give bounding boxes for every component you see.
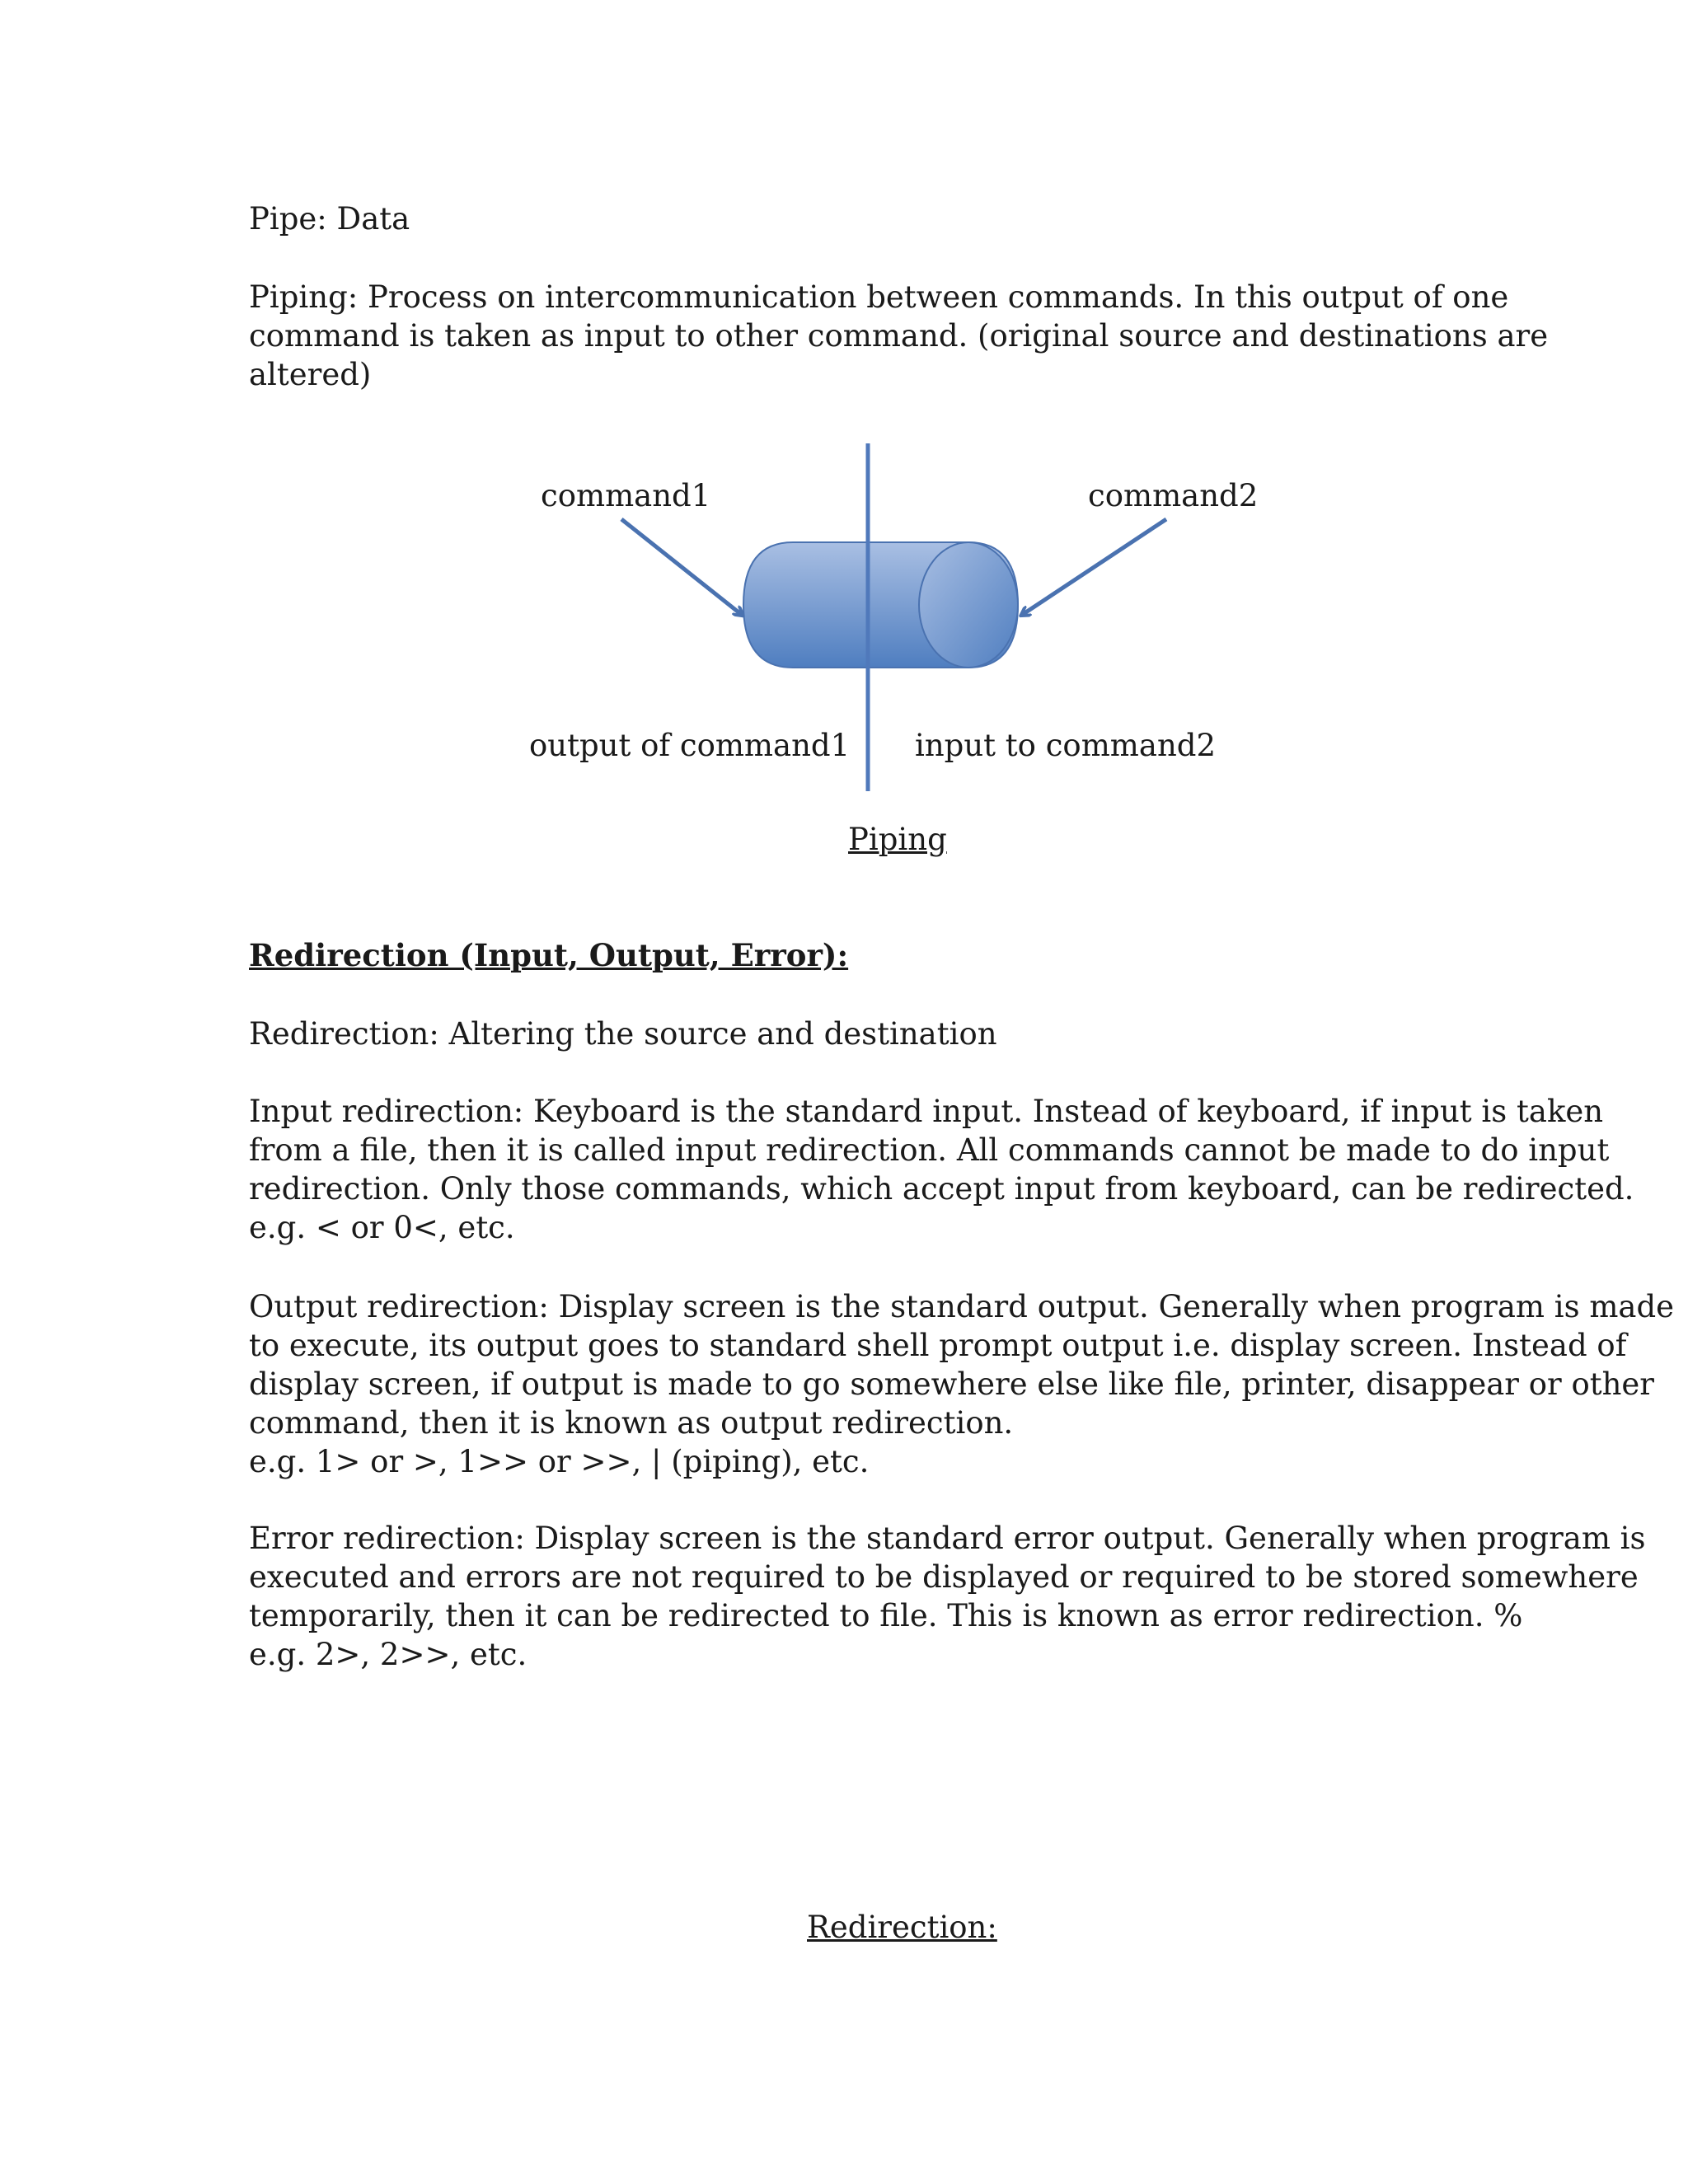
- error-redirection-paragraph: [249, 1519, 1645, 1674]
- piping-definition-line: command is taken as input to other command. (original source and destinations are: [249, 318, 1549, 354]
- input-redirection-line: Input redirection: Keyboard is the standard input. Instead of keyboard, if input is taken: [249, 1094, 1604, 1129]
- redirection-heading: Redirection (Input, Output, Error):: [249, 937, 849, 973]
- command1-label: command1: [541, 478, 711, 513]
- piping-definition-line: Piping: Process on intercommunication between commands. In this output of one: [249, 279, 1509, 315]
- input-redirection-line: from a file, then it is called input redirection. All commands cannot be made to do input: [249, 1132, 1610, 1168]
- piping-diagram: [495, 437, 1286, 799]
- output-redirection-line: command, then it is known as output redirection.: [249, 1405, 1014, 1441]
- output-redirection-paragraph: [249, 1287, 1674, 1481]
- output-of-command1-label: output of command1: [529, 728, 851, 763]
- piping-caption: Piping: [848, 822, 947, 857]
- error-redirection-line: e.g. 2>, 2>>, etc.: [249, 1637, 528, 1672]
- piping-definition: [249, 278, 1548, 394]
- error-redirection-line: executed and errors are not required to be displayed or required to be stored somewhere: [249, 1559, 1639, 1595]
- output-redirection-line: display screen, if output is made to go somewhere else like file, printer, disappear or other: [249, 1366, 1654, 1402]
- redirection-caption: Redirection:: [807, 1910, 997, 1945]
- error-redirection-line: Error redirection: Display screen is the standard error output. Generally when program is: [249, 1521, 1646, 1556]
- redirection-definition: Redirection: Altering the source and destination: [249, 1016, 997, 1052]
- command1-arrow: [621, 519, 742, 615]
- output-redirection-line: to execute, its output goes to standard shell prompt output i.e. display screen. Instead of: [249, 1328, 1627, 1363]
- input-redirection-paragraph: [249, 1092, 1634, 1247]
- input-redirection-line: e.g. < or 0<, etc.: [249, 1210, 515, 1245]
- input-redirection-line: redirection. Only those commands, which accept input from keyboard, can be redirected.: [249, 1171, 1634, 1207]
- error-redirection-line: temporarily, then it can be redirected to file. This is known as error redirection. %: [249, 1598, 1523, 1633]
- pipe-cylinder-cap: [919, 542, 1018, 668]
- pipe-line: Pipe: Data: [249, 201, 410, 237]
- output-redirection-line: e.g. 1> or >, 1>> or >>, | (piping), etc.: [249, 1444, 870, 1479]
- output-redirection-line: Output redirection: Display screen is the standard output. Generally when program is made: [249, 1289, 1675, 1324]
- command2-label: command2: [1088, 478, 1259, 513]
- piping-definition-line: altered): [249, 357, 372, 392]
- input-to-command2-label: input to command2: [915, 728, 1216, 763]
- command2-arrow: [1022, 519, 1166, 615]
